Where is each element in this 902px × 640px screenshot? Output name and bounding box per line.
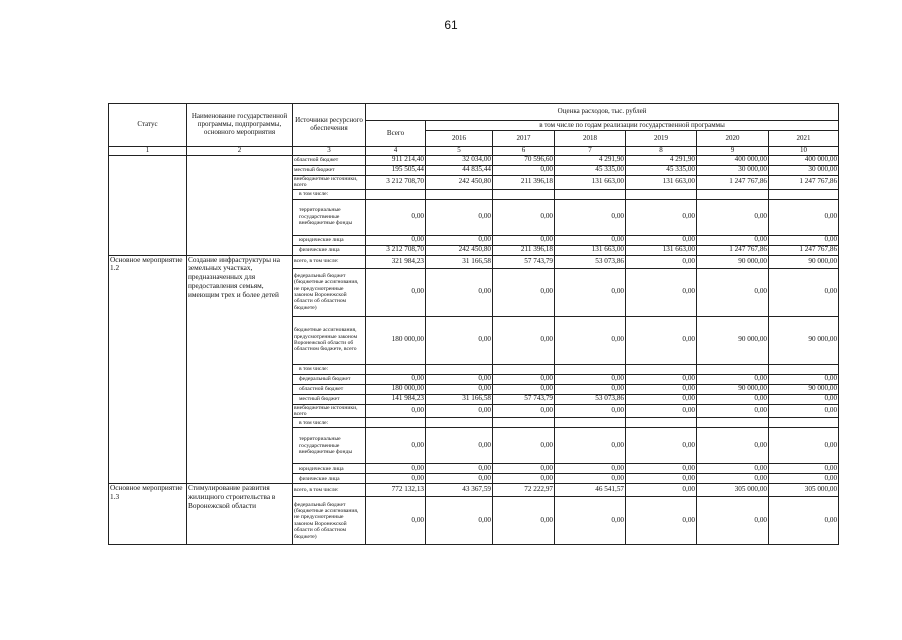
amount-cell: 772 132,13	[366, 484, 426, 497]
amount-cell: 0,00	[366, 474, 426, 484]
amount-cell: 46 541,57	[555, 484, 626, 497]
amount-cell: 1 247 767,86	[697, 175, 769, 189]
amount-cell: 90 000,00	[769, 316, 839, 364]
amount-cell: 30 000,00	[697, 165, 769, 175]
amount-cell: 0,00	[426, 384, 493, 394]
amount-cell: 0,00	[697, 235, 769, 245]
column-number: 1	[109, 147, 187, 156]
amount-cell: 45 335,00	[555, 165, 626, 175]
year-header: 2021	[769, 131, 839, 147]
amount-cell: 0,00	[493, 374, 555, 384]
source-cell: физические лица	[293, 245, 366, 255]
source-cell: территориальные государственные внебюджетные фонды	[293, 428, 366, 464]
amount-cell	[626, 418, 697, 428]
amount-cell: 321 984,23	[366, 255, 426, 268]
status-cell: Основное мероприятие 1.2	[109, 255, 187, 484]
amount-cell: 72 222,97	[493, 484, 555, 497]
amount-cell: 0,00	[493, 268, 555, 316]
amount-cell	[366, 364, 426, 374]
source-cell: областной бюджет	[293, 384, 366, 394]
source-cell: территориальные государственные внебюджетные фонды	[293, 199, 366, 235]
amount-cell	[769, 418, 839, 428]
table-row	[109, 484, 839, 497]
amount-cell: 3 212 708,70	[366, 245, 426, 255]
amount-cell: 0,00	[626, 199, 697, 235]
amount-cell	[697, 364, 769, 374]
amount-cell: 141 984,23	[366, 394, 426, 404]
amount-cell: 31 166,58	[426, 255, 493, 268]
amount-cell: 211 396,18	[493, 175, 555, 189]
source-cell: местный бюджет	[293, 165, 366, 175]
status-cell: Основное мероприятие 1.3	[109, 484, 187, 545]
column-number: 9	[697, 147, 769, 156]
column-number: 4	[366, 147, 426, 156]
amount-cell: 0,00	[426, 497, 493, 545]
amount-cell: 0,00	[555, 235, 626, 245]
table-row	[109, 255, 839, 268]
amount-cell: 0,00	[626, 404, 697, 418]
amount-cell: 0,00	[493, 428, 555, 464]
source-cell: местный бюджет	[293, 394, 366, 404]
amount-cell: 131 663,00	[626, 245, 697, 255]
amount-cell: 0,00	[626, 384, 697, 394]
year-header: 2017	[493, 131, 555, 147]
source-cell: юридические лица	[293, 464, 366, 474]
amount-cell	[366, 418, 426, 428]
amount-cell: 0,00	[626, 394, 697, 404]
amount-cell: 1 247 767,86	[769, 245, 839, 255]
amount-cell: 90 000,00	[697, 384, 769, 394]
amount-cell: 0,00	[366, 428, 426, 464]
amount-cell: 400 000,00	[697, 155, 769, 165]
amount-cell: 0,00	[555, 384, 626, 394]
amount-cell: 0,00	[366, 497, 426, 545]
amount-cell: 0,00	[697, 199, 769, 235]
header-total: Всего	[366, 121, 426, 147]
source-cell: в том числе:	[293, 418, 366, 428]
amount-cell: 0,00	[426, 374, 493, 384]
amount-cell: 1 247 767,86	[769, 175, 839, 189]
amount-cell: 90 000,00	[697, 255, 769, 268]
amount-cell: 0,00	[426, 199, 493, 235]
column-number: 5	[426, 147, 493, 156]
source-cell: физические лица	[293, 474, 366, 484]
measure-name-cell: Стимулирование развития жилищного строительства в Воронежской области	[187, 484, 293, 545]
amount-cell	[697, 418, 769, 428]
header-name: Наименование государственной программы, подпрограммы, основного мероприятия	[187, 104, 293, 147]
amount-cell: 0,00	[769, 268, 839, 316]
year-header: 2018	[555, 131, 626, 147]
source-cell: всего, в том числе:	[293, 255, 366, 268]
header-status: Статус	[109, 104, 187, 147]
amount-cell: 0,00	[426, 428, 493, 464]
amount-cell: 0,00	[493, 235, 555, 245]
amount-cell: 0,00	[493, 464, 555, 474]
amount-cell: 57 743,79	[493, 255, 555, 268]
amount-cell: 0,00	[555, 497, 626, 545]
amount-cell: 0,00	[555, 268, 626, 316]
column-number: 10	[769, 147, 839, 156]
column-number: 8	[626, 147, 697, 156]
amount-cell: 4 291,90	[555, 155, 626, 165]
amount-cell: 0,00	[493, 474, 555, 484]
amount-cell: 305 000,00	[769, 484, 839, 497]
amount-cell	[555, 189, 626, 199]
source-cell: в том числе:	[293, 189, 366, 199]
amount-cell: 0,00	[769, 464, 839, 474]
amount-cell: 0,00	[426, 268, 493, 316]
amount-cell: 30 000,00	[769, 165, 839, 175]
source-cell: федеральный бюджет (бюджетные ассигнования, не предусмотренные законом Воронежской области об областном бюджете)	[293, 268, 366, 316]
amount-cell: 0,00	[426, 464, 493, 474]
amount-cell: 305 000,00	[697, 484, 769, 497]
source-cell: внебюджетные источники, всего	[293, 404, 366, 418]
amount-cell	[493, 364, 555, 374]
amount-cell: 45 335,00	[626, 165, 697, 175]
amount-cell: 0,00	[769, 474, 839, 484]
amount-cell: 0,00	[769, 374, 839, 384]
amount-cell: 43 367,59	[426, 484, 493, 497]
amount-cell: 0,00	[555, 374, 626, 384]
amount-cell: 0,00	[366, 464, 426, 474]
amount-cell	[626, 364, 697, 374]
source-cell: областной бюджет	[293, 155, 366, 165]
amount-cell: 0,00	[626, 497, 697, 545]
measure-name-cell	[187, 155, 293, 255]
amount-cell: 0,00	[426, 404, 493, 418]
amount-cell: 3 212 708,70	[366, 175, 426, 189]
source-cell: федеральный бюджет	[293, 374, 366, 384]
column-number: 3	[293, 147, 366, 156]
amount-cell: 131 663,00	[555, 175, 626, 189]
amount-cell	[493, 189, 555, 199]
amount-cell: 70 596,60	[493, 155, 555, 165]
header-by-year: в том числе по годам реализации государственной программы	[426, 121, 839, 131]
amount-cell: 32 034,00	[426, 155, 493, 165]
amount-cell	[555, 418, 626, 428]
amount-cell: 0,00	[769, 497, 839, 545]
amount-cell: 4 291,90	[626, 155, 697, 165]
amount-cell: 0,00	[366, 199, 426, 235]
amount-cell: 0,00	[769, 428, 839, 464]
measure-name-cell: Создание инфраструктуры на земельных участках, предназначенных для предоставления семьям, имеющим трех и более детей	[187, 255, 293, 484]
amount-cell: 44 835,44	[426, 165, 493, 175]
amount-cell: 131 663,00	[626, 175, 697, 189]
amount-cell: 0,00	[555, 464, 626, 474]
amount-cell	[769, 364, 839, 374]
header-source: Источники ресурсного обеспечения	[293, 104, 366, 147]
amount-cell	[493, 418, 555, 428]
amount-cell	[697, 189, 769, 199]
amount-cell: 0,00	[555, 404, 626, 418]
amount-cell: 0,00	[493, 165, 555, 175]
amount-cell: 0,00	[555, 428, 626, 464]
amount-cell: 0,00	[769, 199, 839, 235]
amount-cell: 0,00	[626, 235, 697, 245]
amount-cell: 0,00	[769, 235, 839, 245]
amount-cell: 131 663,00	[555, 245, 626, 255]
source-cell: юридические лица	[293, 235, 366, 245]
amount-cell: 911 214,40	[366, 155, 426, 165]
amount-cell: 0,00	[555, 199, 626, 235]
amount-cell: 0,00	[697, 374, 769, 384]
amount-cell: 0,00	[366, 374, 426, 384]
amount-cell: 0,00	[366, 404, 426, 418]
amount-cell: 31 166,58	[426, 394, 493, 404]
year-header: 2020	[697, 131, 769, 147]
amount-cell: 0,00	[626, 484, 697, 497]
header-estimate: Оценка расходов, тыс. рублей	[366, 104, 839, 121]
amount-cell: 211 396,18	[493, 245, 555, 255]
column-number: 7	[555, 147, 626, 156]
amount-cell: 0,00	[555, 316, 626, 364]
amount-cell	[555, 364, 626, 374]
source-cell: внебюджетные источники, всего	[293, 175, 366, 189]
source-cell: бюджетные ассигнования, предусмотренные законом Воронежской области об областном бюджете, всего	[293, 316, 366, 364]
amount-cell: 0,00	[626, 268, 697, 316]
year-header: 2019	[626, 131, 697, 147]
amount-cell: 0,00	[493, 199, 555, 235]
amount-cell: 0,00	[426, 235, 493, 245]
amount-cell: 0,00	[555, 474, 626, 484]
amount-cell: 1 247 767,86	[697, 245, 769, 255]
year-header: 2016	[426, 131, 493, 147]
amount-cell: 53 073,86	[555, 394, 626, 404]
amount-cell: 0,00	[626, 464, 697, 474]
amount-cell: 0,00	[626, 255, 697, 268]
amount-cell: 90 000,00	[697, 316, 769, 364]
amount-cell: 0,00	[697, 464, 769, 474]
amount-cell: 0,00	[697, 474, 769, 484]
amount-cell: 0,00	[697, 497, 769, 545]
amount-cell: 0,00	[626, 474, 697, 484]
budget-table	[108, 103, 839, 545]
amount-cell: 242 450,80	[426, 245, 493, 255]
amount-cell: 0,00	[366, 268, 426, 316]
amount-cell: 0,00	[697, 394, 769, 404]
amount-cell: 195 505,44	[366, 165, 426, 175]
amount-cell: 242 450,80	[426, 175, 493, 189]
table-row	[109, 155, 839, 165]
amount-cell: 90 000,00	[769, 255, 839, 268]
amount-cell: 0,00	[769, 404, 839, 418]
amount-cell: 57 743,79	[493, 394, 555, 404]
amount-cell: 180 000,00	[366, 384, 426, 394]
source-cell: федеральный бюджет (бюджетные ассигнования, не предусмотренные законом Воронежской области об областном бюджете)	[293, 497, 366, 545]
amount-cell	[769, 189, 839, 199]
amount-cell: 0,00	[493, 497, 555, 545]
source-cell: всего, в том числе:	[293, 484, 366, 497]
status-cell	[109, 155, 187, 255]
page-number: 61	[444, 18, 458, 32]
amount-cell: 0,00	[626, 316, 697, 364]
amount-cell: 0,00	[493, 316, 555, 364]
amount-cell: 0,00	[697, 428, 769, 464]
amount-cell: 0,00	[426, 316, 493, 364]
amount-cell: 180 000,00	[366, 316, 426, 364]
amount-cell	[426, 189, 493, 199]
amount-cell: 0,00	[697, 268, 769, 316]
amount-cell: 90 000,00	[769, 384, 839, 394]
amount-cell	[366, 189, 426, 199]
amount-cell: 400 000,00	[769, 155, 839, 165]
amount-cell	[426, 364, 493, 374]
amount-cell: 53 073,86	[555, 255, 626, 268]
amount-cell: 0,00	[493, 384, 555, 394]
amount-cell: 0,00	[626, 428, 697, 464]
amount-cell	[426, 418, 493, 428]
column-number: 2	[187, 147, 293, 156]
amount-cell	[626, 189, 697, 199]
amount-cell: 0,00	[626, 374, 697, 384]
amount-cell: 0,00	[426, 474, 493, 484]
amount-cell: 0,00	[493, 404, 555, 418]
column-number: 6	[493, 147, 555, 156]
source-cell: в том числе:	[293, 364, 366, 374]
amount-cell: 0,00	[697, 404, 769, 418]
amount-cell: 0,00	[769, 394, 839, 404]
amount-cell: 0,00	[366, 235, 426, 245]
